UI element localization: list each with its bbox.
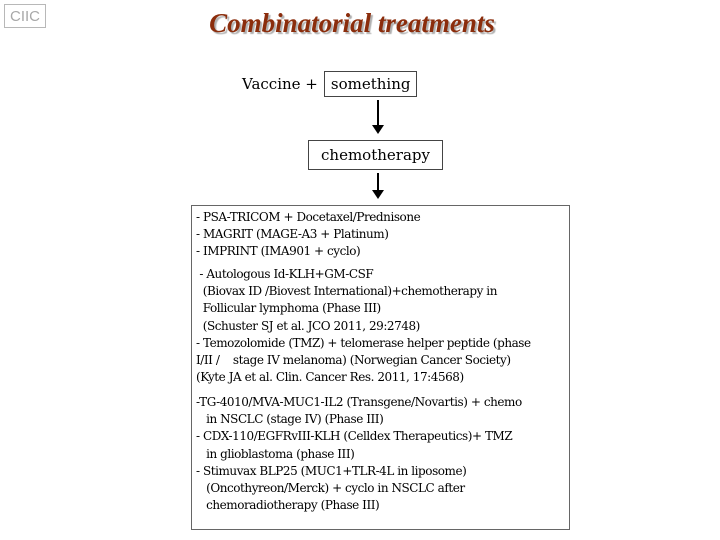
treatment-line: -TG-4010/MVA-MUC1-IL2 (Transgene/Novartis) + chemo xyxy=(196,395,522,409)
treatments-box xyxy=(191,205,570,530)
treatment-line: - Stimuvax BLP25 (MUC1+TLR-4L in liposome) xyxy=(196,463,467,478)
treatment-line: Follicular lymphoma (Phase III) xyxy=(196,301,381,316)
something-box: something xyxy=(324,71,418,97)
treatment-line: (Kyte JA et al. Clin. Cancer Res. 2011, 17:4568) xyxy=(196,370,464,385)
treatment-line: in NSCLC (stage IV) (Phase III) xyxy=(196,412,384,427)
down-arrow-icon xyxy=(371,173,385,199)
treatment-line: (Oncothyreon/Merck) + cyclo in NSCLC after xyxy=(196,481,465,496)
treatment-block-1 xyxy=(196,209,567,261)
treatment-line: (Schuster SJ et al. JCO 2011, 29:2748) xyxy=(196,318,420,333)
treatment-line: - MAGRIT (MAGE-A3 + Platinum) xyxy=(196,227,389,242)
down-arrow-icon xyxy=(371,100,385,134)
treatment-line: (Biovax ID /Biovest International)+chemotherapy in xyxy=(196,284,497,299)
treatment-line: I/II / stage IV melanoma) (Norwegian Cancer Society) xyxy=(196,353,511,368)
treatment-line: - Autologous Id-KLH+GM-CSF xyxy=(196,267,374,281)
treatment-line: - PSA-TRICOM + Docetaxel/Prednisone xyxy=(196,210,421,224)
vaccine-label: Vaccine + xyxy=(242,75,318,93)
treatment-line: chemoradiotherapy (Phase III) xyxy=(196,498,380,513)
logo-text: CIIC xyxy=(10,7,40,25)
treatment-line: - Temozolomide (TMZ) + telomerase helper peptide (phase xyxy=(196,335,531,350)
treatment-line: - CDX-110/EGFRvIII-KLH (Celldex Therapeutics)+ TMZ xyxy=(196,429,513,444)
treatment-line: - IMPRINT (IMA901 + cyclo) xyxy=(196,244,361,259)
treatment-block-3 xyxy=(196,394,567,514)
treatment-block-2 xyxy=(196,266,567,386)
treatment-line: in glioblastoma (phase III) xyxy=(196,446,355,461)
vaccine-line xyxy=(242,71,417,97)
chemotherapy-box: chemotherapy xyxy=(308,140,443,170)
slide-title: Combinatorial treatments xyxy=(209,8,495,38)
